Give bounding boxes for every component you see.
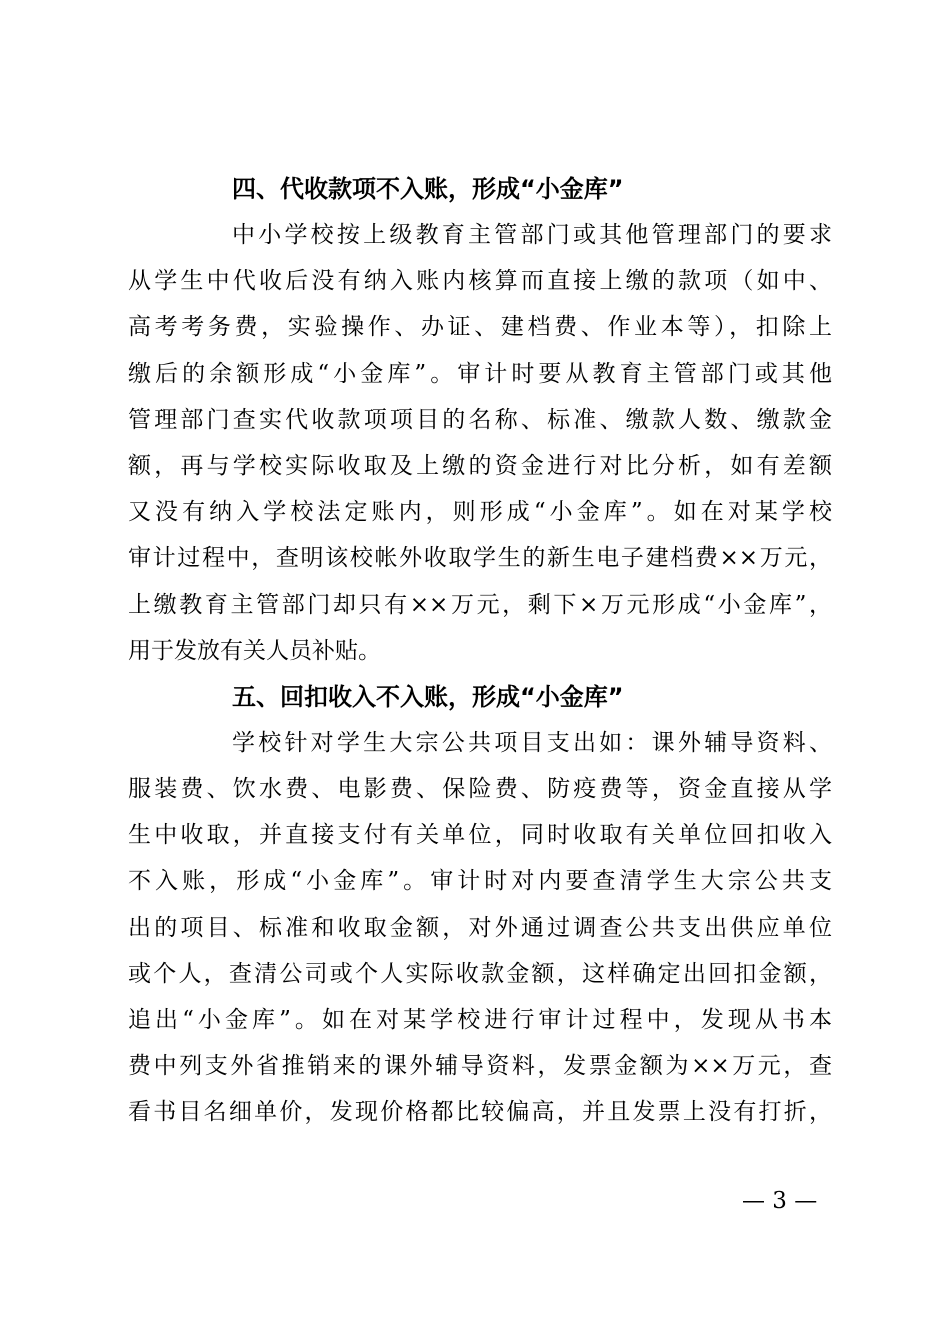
paragraph-line: 从学生中代收后没有纳入账内核算而直接上缴的款项（如中、 (128, 268, 832, 295)
paragraph-line: 看书目名细单价，发现价格都比较偏高，并且发票上没有打折， (128, 1099, 832, 1126)
paragraph-line: 管理部门查实代收款项项目的名称、标准、缴款人数、缴款金 (128, 406, 832, 433)
paragraph-line: 上缴教育主管部门却只有××万元，剩下×万元形成“小金库”， (128, 591, 832, 618)
page-number: — 3 — (742, 1188, 818, 1214)
paragraph-line: 额，再与学校实际收取及上缴的资金进行对比分析，如有差额 (128, 452, 832, 479)
paragraph-line: 追出“小金库”。如在对某学校进行审计过程中，发现从书本 (128, 1007, 832, 1033)
paragraph-line: 或个人，查清公司或个人实际收款金额，这样确定出回扣金额， (128, 960, 832, 987)
section-5-paragraph (128, 720, 832, 1136)
section-4-paragraph (128, 212, 832, 674)
paragraph-line: 又没有纳入学校法定账内，则形成“小金库”。如在对某学校 (128, 499, 832, 526)
paragraph-line: 费中列支外省推销来的课外辅导资料，发票金额为××万元，查 (128, 1053, 832, 1080)
paragraph-line: 服装费、饮水费、电影费、保险费、防疫费等，资金直接从学 (128, 776, 832, 803)
paragraph-line: 出的项目、标准和收取金额，对外通过调查公共支出供应单位 (128, 914, 832, 941)
document-body (128, 166, 832, 1136)
paragraph-line: 学校针对学生大宗公共项目支出如：课外辅导资料、 (232, 729, 832, 756)
section-4-heading: 四、代收款项不入账，形成“小金库” (232, 175, 624, 203)
paragraph-line: 不入账，形成“小金库”。审计时对内要查清学生大宗公共支 (128, 868, 832, 895)
paragraph-line: 用于发放有关人员补贴。 (128, 637, 381, 664)
paragraph-line: 中小学校按上级教育主管部门或其他管理部门的要求 (232, 222, 832, 248)
paragraph-line: 缴后的余额形成“小金库”。审计时要从教育主管部门或其他 (128, 360, 832, 387)
paragraph-line: 生中收取，并直接支付有关单位，同时收取有关单位回扣收入 (128, 822, 832, 849)
paragraph-line: 高考考务费，实验操作、办证、建档费、作业本等），扣除上 (128, 314, 832, 341)
section-5-heading: 五、回扣收入不入账，形成“小金库” (232, 682, 624, 711)
paragraph-line: 审计过程中，查明该校帐外收取学生的新生电子建档费××万元， (128, 545, 832, 572)
